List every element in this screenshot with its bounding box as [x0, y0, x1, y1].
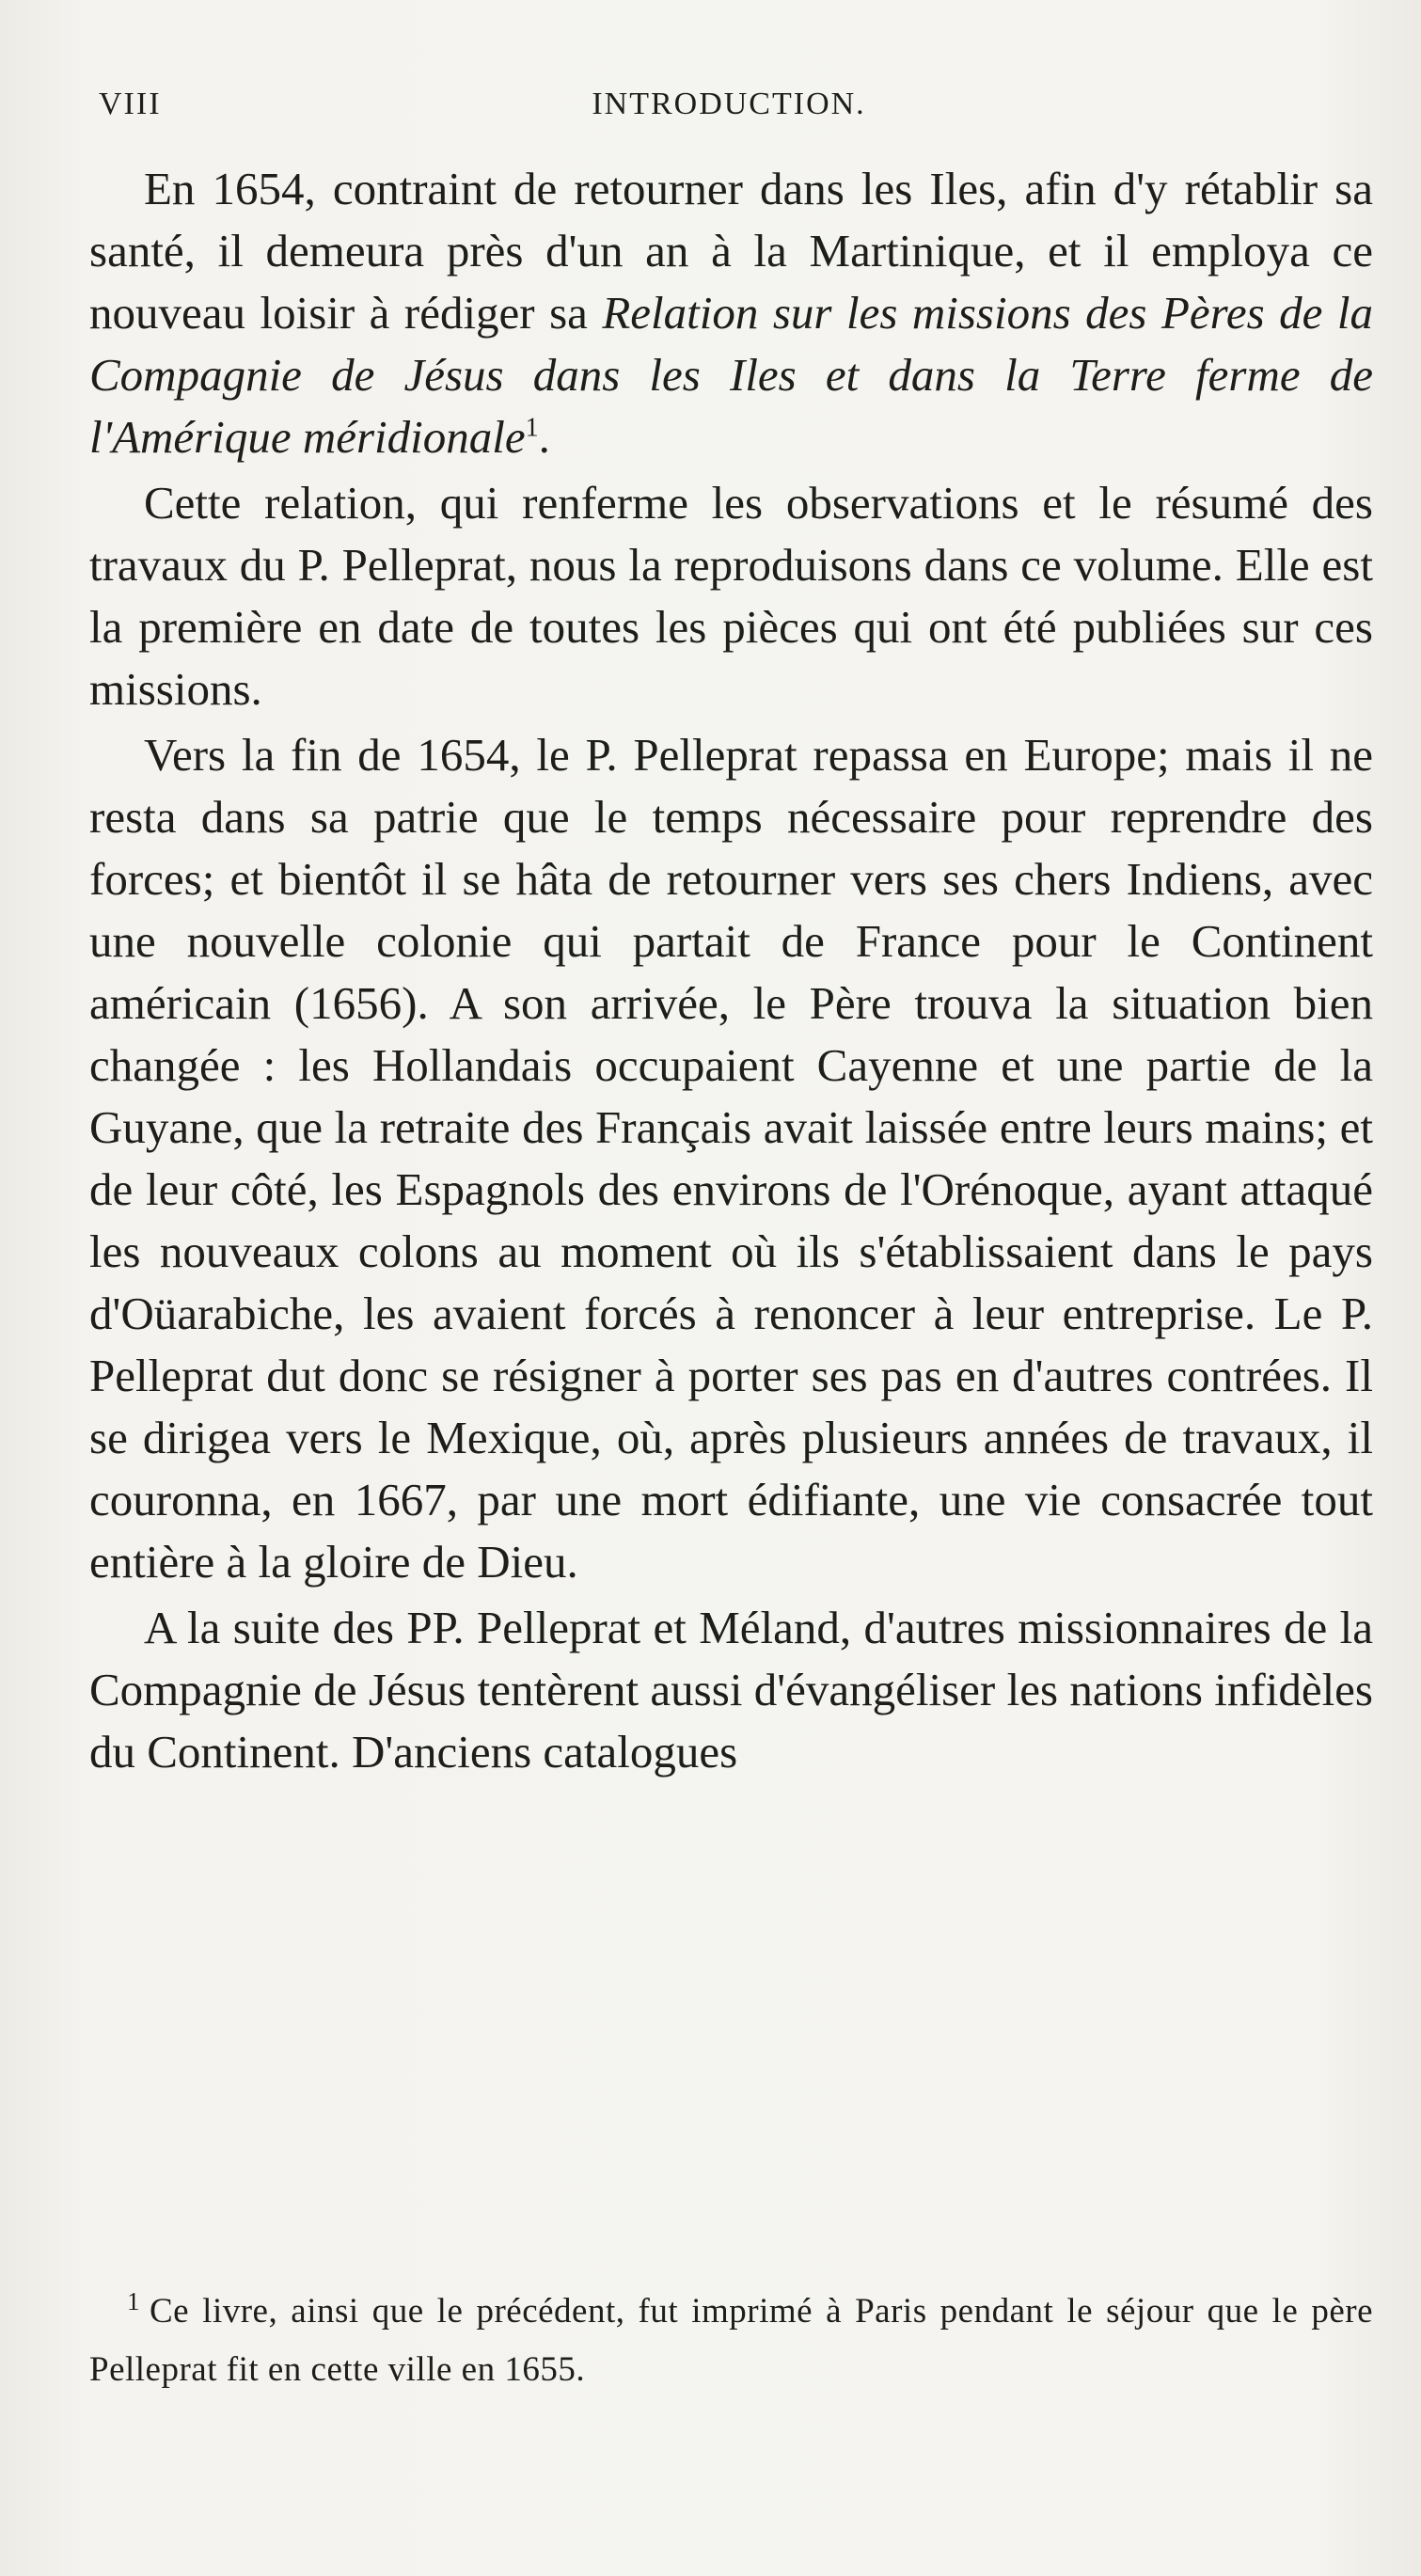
running-title: INTRODUCTION.	[592, 87, 866, 121]
paragraph-3: Vers la fin de 1654, le P. Pelleprat repassa en Europe; mais il ne resta dans sa patrie que le temps nécessaire pour reprendre des forces; et bientôt il se hâta de retourner vers ses chers Indiens, avec une nouvelle colonie qui partait de France pour le Continent américain (1656). A son arrivée, le Père trouva la situation bien changée : les Hollandais occupaient Cayenne et une partie de la Guyane, que la retraite des Français avait laissée entre leurs mains; et de leur côté, les Espagnols des environs de l'Orénoque, ayant attaqué les nouveaux colons au moment où ils s'établissaient dans le pays d'Oüarabiche, les avaient forcés à renoncer à leur entreprise. Le P. Pelleprat dut donc se résigner à porter ses pas en d'autres contrées. Il se dirigea vers le Mexique, où, après plusieurs années de travaux, il couronna, en 1667, par une mort édifiante, une vie consacrée tout entière à la gloire de Dieu.	[89, 729, 1373, 1588]
footnote-text: Ce livre, ainsi que le précédent, fut imprimé à Paris pendant le séjour que le père Pelleprat fit en cette ville en 1655.	[89, 2292, 1373, 2389]
footnote-reference: 1	[525, 413, 539, 443]
body-text	[89, 158, 1373, 1787]
paragraph-1-end: .	[538, 411, 550, 463]
footnote-mark: 1	[127, 2286, 140, 2315]
paragraph-4: A la suite des PP. Pelleprat et Méland, d'autres missionnaires de la Compagnie de Jésus tentèrent aussi d'évangéliser les nations infidèles du Continent. D'anciens catalogues	[89, 1602, 1373, 1778]
relation-title: Relation sur les missions des Pères de la Compagnie de Jésus dans les Iles et dans la Terre ferme de l'Amérique méridionale	[89, 287, 1373, 463]
running-head	[89, 87, 1368, 134]
footnote	[89, 2283, 1373, 2399]
paragraph-1	[89, 158, 1373, 468]
page-number: VIII	[99, 87, 162, 121]
paragraph-2: Cette relation, qui renferme les observations et le résumé des travaux du P. Pelleprat, nous la reproduisons dans ce volume. Elle est la première en date de toutes les pièces qui ont été publiées sur ces missions.	[89, 477, 1373, 715]
paragraph-1-text: En 1654, contraint de retourner dans les Iles, afin d'y rétablir sa santé, il demeura près d'un an à la Martinique, et il employa ce nouveau loisir à rédiger sa	[89, 163, 1373, 339]
